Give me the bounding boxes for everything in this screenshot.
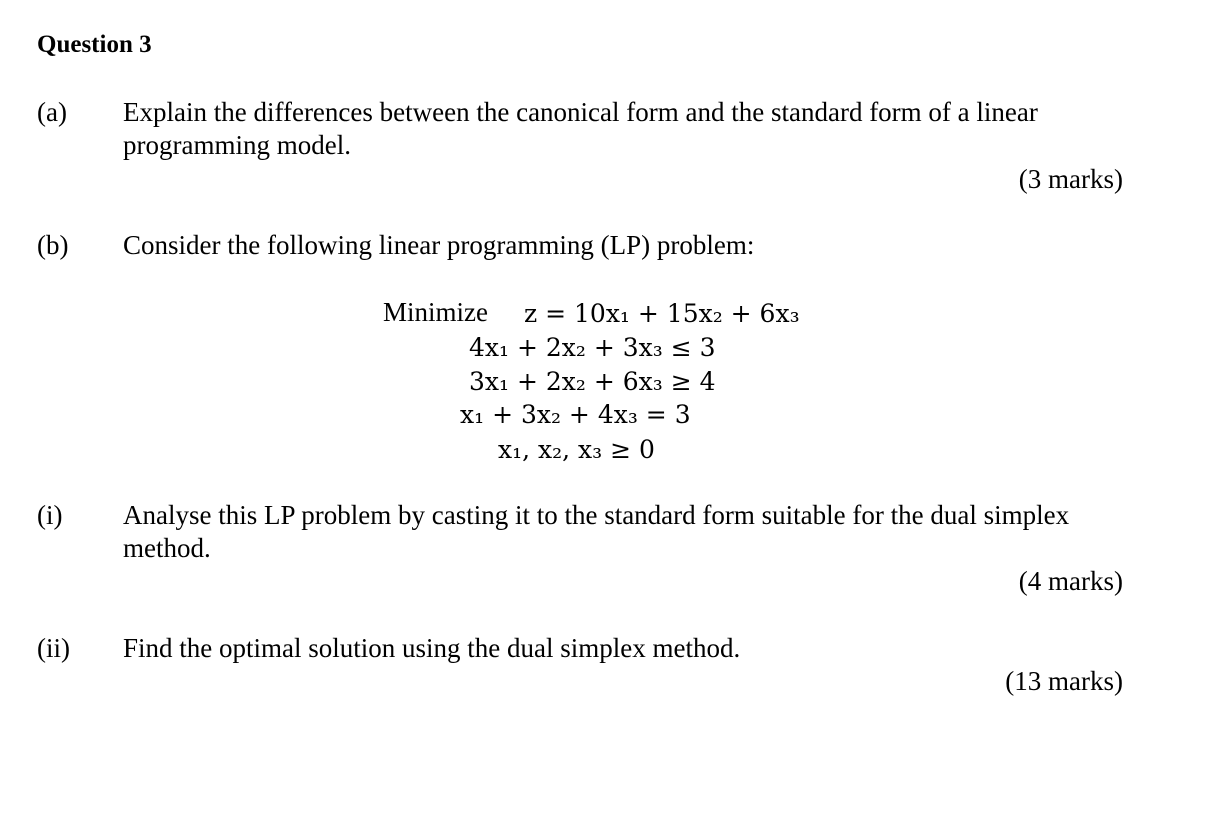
part-i-line-2: method.: [123, 533, 211, 563]
part-i-marks: (4 marks): [1018, 566, 1123, 596]
part-a-marks: (3 marks): [1018, 164, 1123, 194]
constraint-1: 4x₁ + 2x₂ + 3x₃ ≤ 3: [469, 333, 716, 362]
part-a-label: (a): [37, 97, 67, 127]
part-b-text: Consider the following linear programming (LP) problem:: [123, 230, 755, 260]
non-negativity-constraint: x₁, x₂, x₃ ≥ 0: [498, 435, 655, 464]
objective-keyword: Minimize: [383, 297, 488, 327]
question-title: Question 3: [37, 31, 152, 58]
constraint-2: 3x₁ + 2x₂ + 6x₃ ≥ 4: [469, 367, 716, 396]
part-ii-marks: (13 marks): [1005, 666, 1123, 696]
part-a-line-1: Explain the differences between the canonical form and the standard form of a linear: [123, 97, 1038, 127]
part-ii-label: (ii): [37, 633, 70, 663]
part-i-line-1: Analyse this LP problem by casting it to the standard form suitable for the dual simplex: [123, 500, 1070, 530]
objective-function: z = 10x₁ + 15x₂ + 6x₃: [524, 299, 800, 328]
part-a-line-2: programming model.: [123, 130, 351, 160]
part-b-label: (b): [37, 230, 69, 260]
part-ii-text: Find the optimal solution using the dual simplex method.: [123, 633, 741, 663]
part-i-label: (i): [37, 500, 63, 530]
constraint-3: x₁ + 3x₂ + 4x₃ = 3: [460, 400, 691, 429]
